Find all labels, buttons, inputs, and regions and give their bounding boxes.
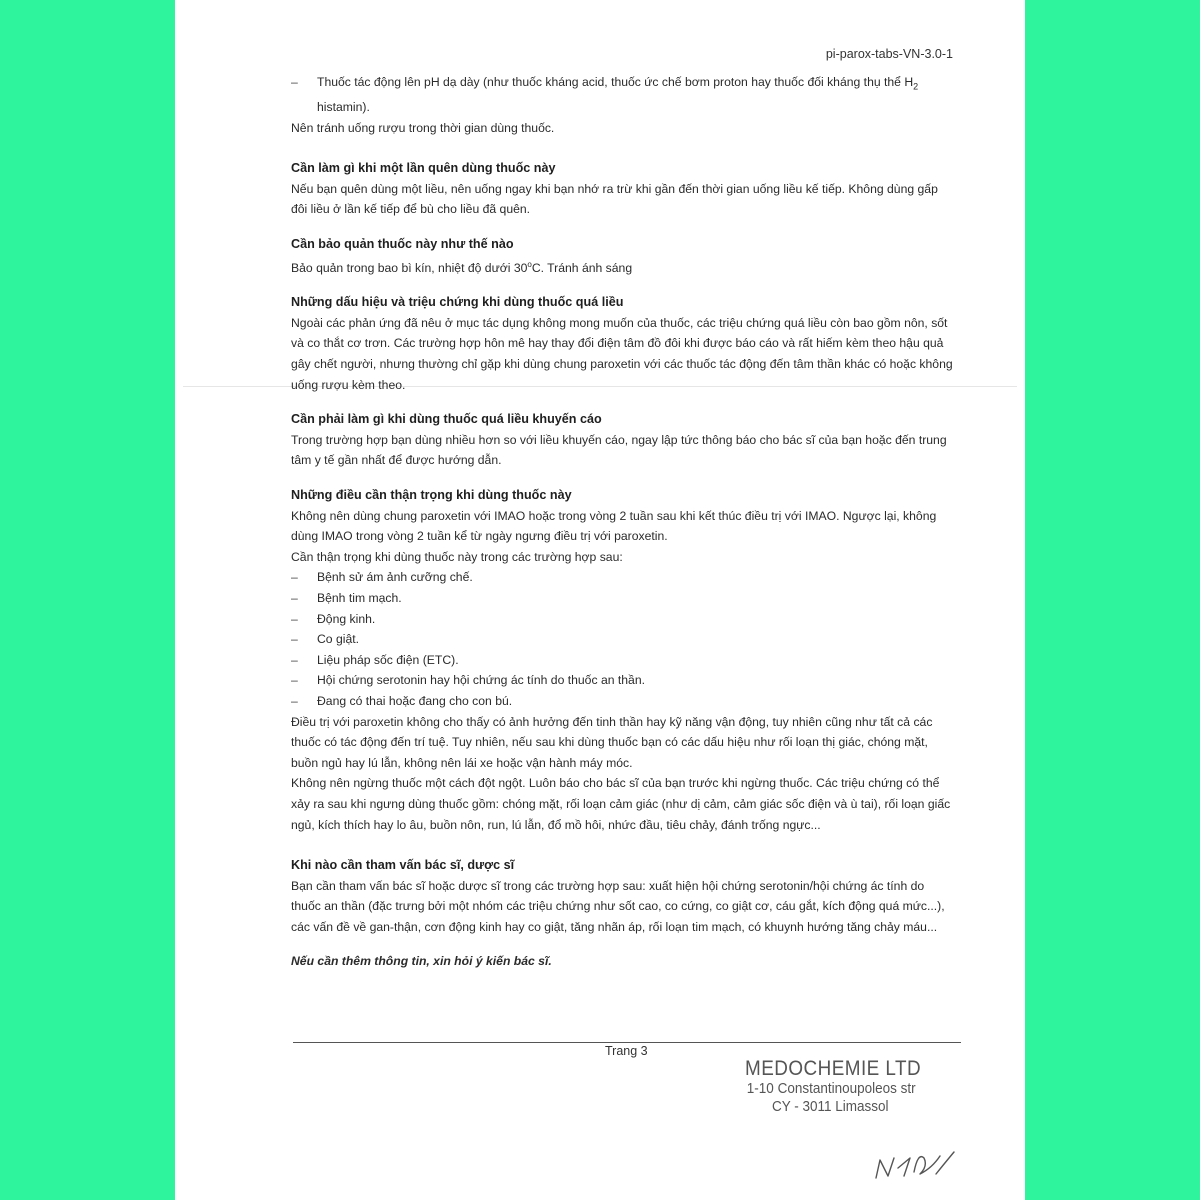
intro-bullet-text: Thuốc tác động lên pH dạ dày (như thuốc kháng acid, thuốc ức chế bơm proton hay thuốc đối kháng thụ thể H bbox=[317, 75, 914, 89]
precautions-paragraph-3: Điều trị với paroxetin không cho thấy có ảnh hưởng đến tinh thần hay kỹ năng vận động, tuy nhiên cũng như tất cả các thuốc có tác động đến trí tuệ. Tuy nhiên, nếu sau khi dùng thuốc bạn có các dấu hiệu như rối loạn thị giác, chóng mặt, buồn ngủ hay lú lẫn, không nên lái xe hoặc vận hành máy móc. bbox=[291, 714, 933, 770]
precautions-paragraph-4: Không nên ngừng thuốc một cách đột ngột. Luôn báo cho bác sĩ của bạn trước khi ngừng thuốc. Các triệu chứng có thể xảy ra sau khi ngưng dùng thuốc gồm: chóng mặt, rối loạn cảm giác (như dị cảm, cảm giác sốc điện và ù tai), rối loạn giấc ngủ, kích thích hay lo âu, buồn nôn, run, lú lẫn, đổ mồ hôi, nhức đầu, tiêu chảy, đánh trống ngực... bbox=[291, 776, 951, 832]
h2-subscript: 2 bbox=[913, 81, 919, 92]
document-body bbox=[291, 72, 957, 972]
list-item: – Bệnh tim mạch. bbox=[291, 588, 957, 609]
consult-text: Bạn cần tham vấn bác sĩ hoặc dược sĩ trong các trường hợp sau: xuất hiện hội chứng serotonin/hội chứng ác tính do thuốc an thần (đặc trưng bởi một nhóm các triệu chứng như sốt cao, co cứng, co giật cơ, cáu gắt, kích động quá mức...), các vấn đề về gan-thận, cơn động kinh hay co giật, tăng nhãn áp, rối loạn tim mạch, có khuynh hướng tăng chảy máu... bbox=[291, 878, 945, 934]
storage-text-end: C. Tránh ánh sáng bbox=[531, 260, 633, 275]
overdose-action-heading: Cần phải làm gì khi dùng thuốc quá liều khuyến cáo bbox=[291, 412, 602, 427]
precautions-heading: Những điều cần thận trọng khi dùng thuốc này bbox=[291, 488, 572, 502]
company-stamp bbox=[745, 1058, 921, 1116]
overdose-signs-heading: Những dấu hiệu và triệu chứng khi dùng thuốc quá liều bbox=[291, 295, 624, 310]
list-item: – Co giật. bbox=[291, 629, 957, 650]
alcohol-warning: Nên tránh uống rượu trong thời gian dùng thuốc. bbox=[291, 120, 555, 135]
storage-heading: Cần bảo quản thuốc này như thế nào bbox=[291, 237, 514, 251]
closing-note: Nếu cần thêm thông tin, xin hỏi ý kiến bác sĩ. bbox=[291, 954, 552, 969]
list-item: – Động kinh. bbox=[291, 609, 957, 630]
degree-superscript: o bbox=[527, 259, 532, 269]
storage-text-main: Bảo quản trong bao bì kín, nhiệt độ dưới 30 bbox=[291, 260, 528, 275]
intro-bullet-suffix: histamin). bbox=[317, 100, 370, 115]
document-page bbox=[175, 0, 1025, 1200]
consult-heading: Khi nào cần tham vấn bác sĩ, dược sĩ bbox=[291, 858, 515, 873]
intro-bullet bbox=[291, 72, 957, 118]
storage-text bbox=[291, 255, 957, 279]
list-item: – Liệu pháp sốc điện (ETC). bbox=[291, 650, 957, 671]
stamp-company: MEDOCHEMIE LTD bbox=[745, 1057, 922, 1080]
precautions-paragraph-1: Không nên dùng chung paroxetin với IMAO hoặc trong vòng 2 tuần sau khi kết thúc điều trị với IMAO. Ngược lại, không dùng IMAO trong vòng 2 tuần kể từ ngày ngưng điều trị với paroxetin. bbox=[291, 508, 937, 544]
footer-divider bbox=[293, 1042, 961, 1043]
missed-dose-text: Nếu bạn quên dùng một liều, nên uống ngay khi bạn nhớ ra trừ khi gần đến thời gian uống liều kế tiếp. Không dùng gấp đôi liều ở lần kế tiếp để bù cho liều đã quên. bbox=[291, 181, 938, 217]
stamp-address: 1-10 Constantinoupoleos str bbox=[746, 1080, 916, 1097]
list-item: – Bệnh sử ám ảnh cưỡng chế. bbox=[291, 567, 957, 588]
list-item: – Đang có thai hoặc đang cho con bú. bbox=[291, 691, 957, 712]
missed-dose-heading: Cần làm gì khi một lần quên dùng thuốc này bbox=[291, 161, 556, 176]
document-code: pi-parox-tabs-VN-3.0-1 bbox=[825, 47, 953, 61]
overdose-signs-text: Ngoài các phản ứng đã nêu ở mục tác dụng không mong muốn của thuốc, các triệu chứng quá liều còn bao gồm nôn, sốt và co thắt cơ trơn. Các trường hợp hôn mê hay thay đổi điện tâm đồ đôi khi được báo cáo và rất hiếm kèm theo hậu quả gây chết người, nhưng thường chỉ gặp khi dùng chung paroxetin với các thuốc tác động đến tâm thần khác có hoặc không uống rượu kèm theo. bbox=[291, 315, 953, 392]
page-number: Trang 3 bbox=[605, 1044, 648, 1058]
overdose-action-text: Trong trường hợp bạn dùng nhiều hơn so với liều khuyến cáo, ngay lập tức thông báo cho bác sĩ của bạn hoặc đến trung tâm y tế gần nhất để được hướng dẫn. bbox=[291, 432, 947, 468]
precautions-paragraph-2: Cần thận trọng khi dùng thuốc này trong các trường hợp sau: bbox=[291, 549, 623, 564]
signature-mark bbox=[870, 1138, 960, 1188]
list-item: – Hội chứng serotonin hay hội chứng ác tính do thuốc an thần. bbox=[291, 670, 957, 691]
stamp-city: CY - 3011 Limassol bbox=[772, 1098, 889, 1115]
